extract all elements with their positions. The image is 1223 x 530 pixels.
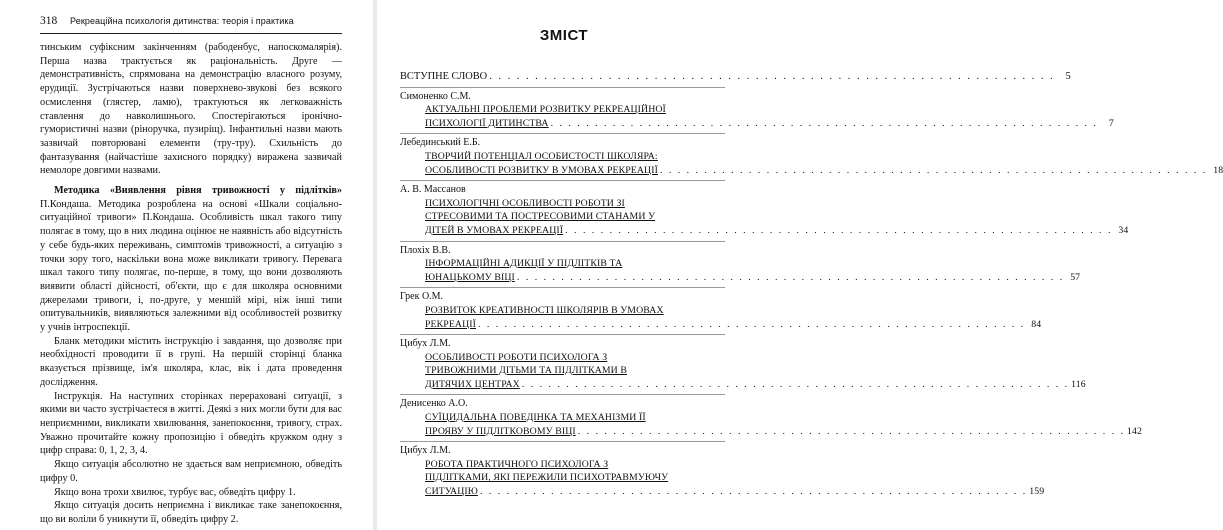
toc-title-line — [400, 471, 725, 485]
paragraph: тинським суфіксним закінченням (рабоденбус, напоскомалярія). Перша назва трактується як раціональність. Друге — демонстративність, спрямована на демонстрацію власного розуму, ерудиції. Зустрічаються назви поверхнево-звукові без всякого осмислення (глястер, ламю), трактуються як легковажність ставлення до навколишнього. Спостерігаються іронічно-гумористичні назви (ріноручка, пузиріщ). Інфантильні назви мають зазвичай повторювані елементи (тру-тру). Схильність до фантазування (найчастіше захисного порядку) виражена зазвичай немолорe довгими назвами. — [40, 42, 342, 177]
toc-separator — [400, 180, 725, 181]
running-header — [40, 15, 342, 34]
toc-title-text: ПСИХОЛОГІЇ ДИТИНСТВА — [425, 117, 549, 129]
toc-title-text: ДИТЯЧИХ ЦЕНТРАХ — [425, 378, 520, 390]
toc-title-line — [400, 351, 725, 365]
method-heading: Методика «Виявлення рівня тривожності у підлітків» — [54, 185, 342, 197]
toc-separator — [400, 441, 725, 442]
toc-title-text: ОСОБЛИВОСТІ РОЗВИТКУ В УМОВАХ РЕКРЕАЦІЇ — [425, 164, 658, 176]
toc-entry[interactable] — [400, 133, 1223, 177]
toc-entry[interactable] — [400, 70, 1071, 84]
toc-title: ЗМІСТ — [539, 27, 589, 44]
paragraph-text: П.Кондаша. Методика розроблена на основі «Шкали соціально-ситуаційної тривоги» П.Кондаша. Особливість шкал такого типу полягає в тому, що в них людина оцінює не наявність або відсутність у себе будь-яких переживань, симптомів тривожності, а ситуацію з точки зору того, наскільки вона може викликати тривогу. Перевага шкал такого типу полягає, по-перше, в тому, що вони дозволяють виявити області дійсності, об'єкти, що є для школяра основними джерелами тривоги, і, по-друге, у меншій мірі, ніж інші типи опитувальників, виявляються залежними від особливостей розвитку у учнів інтроспекції. — [40, 198, 342, 334]
toc-title-text: СИТУАЦІЮ — [425, 486, 478, 498]
toc-title-line — [400, 257, 725, 271]
toc-title-text: ЮНАЦЬКОМУ ВІЦІ — [425, 271, 515, 283]
toc-title-line — [400, 70, 1071, 84]
toc-page-number: 57 — [1070, 271, 1081, 283]
toc-leader-dots: . . . . . . . . . . . . . . . . . . . . . . . . . . . . . . . . . . . . . . . . . . . . . . . . . . . . . . . . . . . . . . — [477, 318, 1026, 330]
paragraph: Бланк методики містить інструкцію і завдання, що дозволяє при необхідності проводити її в групі. На першій сторінці бланка вказується прізвище, ім'я школяра, клас, вік і дата проведення дослідження. — [40, 335, 342, 388]
paragraph: Якщо вона трохи хвилює, турбує вас, обведіть цифру 1. — [54, 486, 296, 498]
running-title: Рекреаційна психологія дитинства: теорія і практика — [70, 16, 294, 26]
toc-title-line — [400, 150, 725, 164]
toc-page-number: 159 — [1029, 486, 1045, 498]
toc-entry[interactable] — [400, 241, 1081, 285]
toc-leader-dots: . . . . . . . . . . . . . . . . . . . . . . . . . . . . . . . . . . . . . . . . . . . . . . . . . . . . . . . . . . . . . . — [577, 425, 1126, 437]
toc-title-text: ПІДЛІТКАМИ, ЯКІ ПЕРЕЖИЛИ ПСИХОТРАВМУЮЧУ — [425, 472, 669, 484]
paragraph: Якщо ситуація досить неприємна і викликає таке занепокоєння, що ви воліли б уникнути її, обведіть цифру 2. — [40, 500, 342, 525]
toc-entry[interactable] — [400, 441, 1045, 498]
toc-entry[interactable] — [400, 334, 1086, 391]
toc-title-line — [400, 271, 1081, 285]
toc-title-line — [400, 378, 1086, 392]
toc-title-text: ПРОЯВУ У ПІДЛІТКОВОМУ ВІЦІ — [425, 425, 576, 437]
toc-title-text: РОЗВИТОК КРЕАТИВНОСТІ ШКОЛЯРІВ В УМОВАХ — [425, 304, 664, 316]
toc-page-number: 7 — [1108, 117, 1114, 129]
toc-author: Цибух Л.М. — [400, 445, 451, 457]
toc-leader-dots: . . . . . . . . . . . . . . . . . . . . . . . . . . . . . . . . . . . . . . . . . . . . . . . . . . . . . . . . . . . . . . — [565, 224, 1113, 236]
toc-title-text: ОСОБЛИВОСТІ РОБОТИ ПСИХОЛОГА З — [425, 351, 608, 363]
toc-entry[interactable] — [400, 287, 1042, 331]
table-of-contents — [400, 70, 1223, 502]
toc-title-text: СТРЕСОВИМИ ТА ПОСТРЕСОВИМИ СТАНАМИ У — [425, 211, 656, 223]
toc-title-text: АКТУАЛЬНІ ПРОБЛЕМИ РОЗВИТКУ РЕКРЕАЦІЙНОЇ — [425, 104, 666, 116]
toc-title-line — [400, 224, 1129, 238]
toc-entry[interactable] — [400, 394, 1143, 438]
toc-page-number: 116 — [1071, 378, 1086, 390]
toc-entry[interactable] — [400, 180, 1129, 237]
page-number: 318 — [40, 15, 58, 27]
toc-author: Денисенко А.О. — [400, 398, 468, 410]
right-page — [378, 0, 1223, 530]
left-page — [0, 0, 372, 530]
paragraph: Інструкція. На наступних сторінках перераховані ситуації, з якими ви часто зустрічаєтеся в житті. Деякі з них могли бути для вас неприємними, викликати хвилювання, занепокоєння, тривогу, страх. Уважно прочитайте кожну пропозицію і обведіть кружком одну з цифр справа: 0, 1, 2, 3, 4. — [40, 390, 342, 457]
paragraph-method — [40, 184, 342, 335]
toc-author: Цибух Л.М. — [400, 338, 451, 350]
toc-leader-dots: . . . . . . . . . . . . . . . . . . . . . . . . . . . . . . . . . . . . . . . . . . . . . . . . . . . . . . . . . . . . . . — [521, 378, 1070, 390]
toc-entry[interactable] — [400, 87, 1114, 131]
toc-page-number: 84 — [1031, 318, 1042, 330]
toc-title-line — [400, 458, 725, 472]
toc-title-text: ТРИВОЖНИМИ ДІТЬМИ ТА ПІДЛІТКАМИ В — [425, 365, 628, 377]
toc-separator — [400, 241, 725, 242]
toc-title-text: РОБОТА ПРАКТИЧНОГО ПСИХОЛОГА З — [425, 458, 609, 470]
toc-title-line — [400, 210, 725, 224]
toc-author: Лебединський Е.Б. — [400, 137, 481, 149]
toc-title-line — [400, 304, 725, 318]
toc-leader-dots: . . . . . . . . . . . . . . . . . . . . . . . . . . . . . . . . . . . . . . . . . . . . . . . . . . . . . . . . . . . . . . — [479, 486, 1028, 498]
toc-author: А. В. Массанов — [400, 184, 466, 196]
toc-title-text: ПСИХОЛОГІЧНІ ОСОБЛИВОСТІ РОБОТИ ЗІ — [425, 197, 625, 209]
toc-title-line — [400, 318, 1042, 332]
toc-separator — [400, 133, 725, 134]
toc-title-text: РЕКРЕАЦІЇ — [425, 318, 476, 330]
toc-author: Плохіх В.В. — [400, 244, 451, 256]
toc-title-text: ВСТУПНЕ СЛОВО — [400, 71, 488, 82]
toc-leader-dots: . . . . . . . . . . . . . . . . . . . . . . . . . . . . . . . . . . . . . . . . . . . . . . . . . . . . . . . . . . . . . . — [659, 164, 1208, 176]
toc-title-line — [400, 117, 1114, 131]
page-gutter — [373, 0, 377, 530]
toc-title-line — [400, 164, 1223, 178]
toc-page-number: 142 — [1127, 425, 1143, 437]
body-text — [40, 41, 342, 527]
toc-leader-dots: . . . . . . . . . . . . . . . . . . . . . . . . . . . . . . . . . . . . . . . . . . . . . . . . . . . . . . . . . . . . . . — [550, 117, 1098, 129]
toc-title-text: ДІТЕЙ В УМОВАХ РЕКРЕАЦІЇ — [425, 224, 564, 236]
toc-page-number: 34 — [1118, 224, 1129, 236]
toc-title-line — [400, 197, 725, 211]
toc-page-number: 18 — [1213, 164, 1223, 176]
toc-title-text: ТВОРЧИЙ ПОТЕНЦІАЛ ОСОБИСТОСТІ ШКОЛЯРА: — [425, 150, 658, 162]
toc-separator — [400, 87, 725, 88]
toc-separator — [400, 287, 725, 288]
toc-author: Грек О.М. — [400, 291, 444, 303]
toc-author: Симоненко С.М. — [400, 90, 471, 102]
toc-page-number: 5 — [1065, 71, 1071, 82]
toc-leader-dots: . . . . . . . . . . . . . . . . . . . . . . . . . . . . . . . . . . . . . . . . . . . . . . . . . . . . . . . . . . . . . . — [516, 271, 1065, 283]
toc-title-line — [400, 425, 1143, 439]
toc-title-line — [400, 103, 725, 117]
toc-title-text: ІНФОРМАЦІЙНІ АДИКЦІЇ У ПІДЛІТКІВ ТА — [425, 258, 623, 270]
paragraph: Якщо ситуація абсолютно не здається вам неприємною, обведіть цифру 0. — [40, 459, 342, 484]
toc-separator — [400, 334, 725, 335]
toc-leader-dots: . . . . . . . . . . . . . . . . . . . . . . . . . . . . . . . . . . . . . . . . . . . . . . . . . . . . . . . . . . . . . . — [489, 71, 1055, 82]
toc-title-line — [400, 411, 725, 425]
toc-title-line — [400, 364, 725, 378]
toc-title-line — [400, 485, 1045, 499]
toc-title-text: СУЇЦИДАЛЬНА ПОВЕДІНКА ТА МЕХАНІЗМИ ЇЇ — [425, 412, 646, 424]
toc-separator — [400, 394, 725, 395]
